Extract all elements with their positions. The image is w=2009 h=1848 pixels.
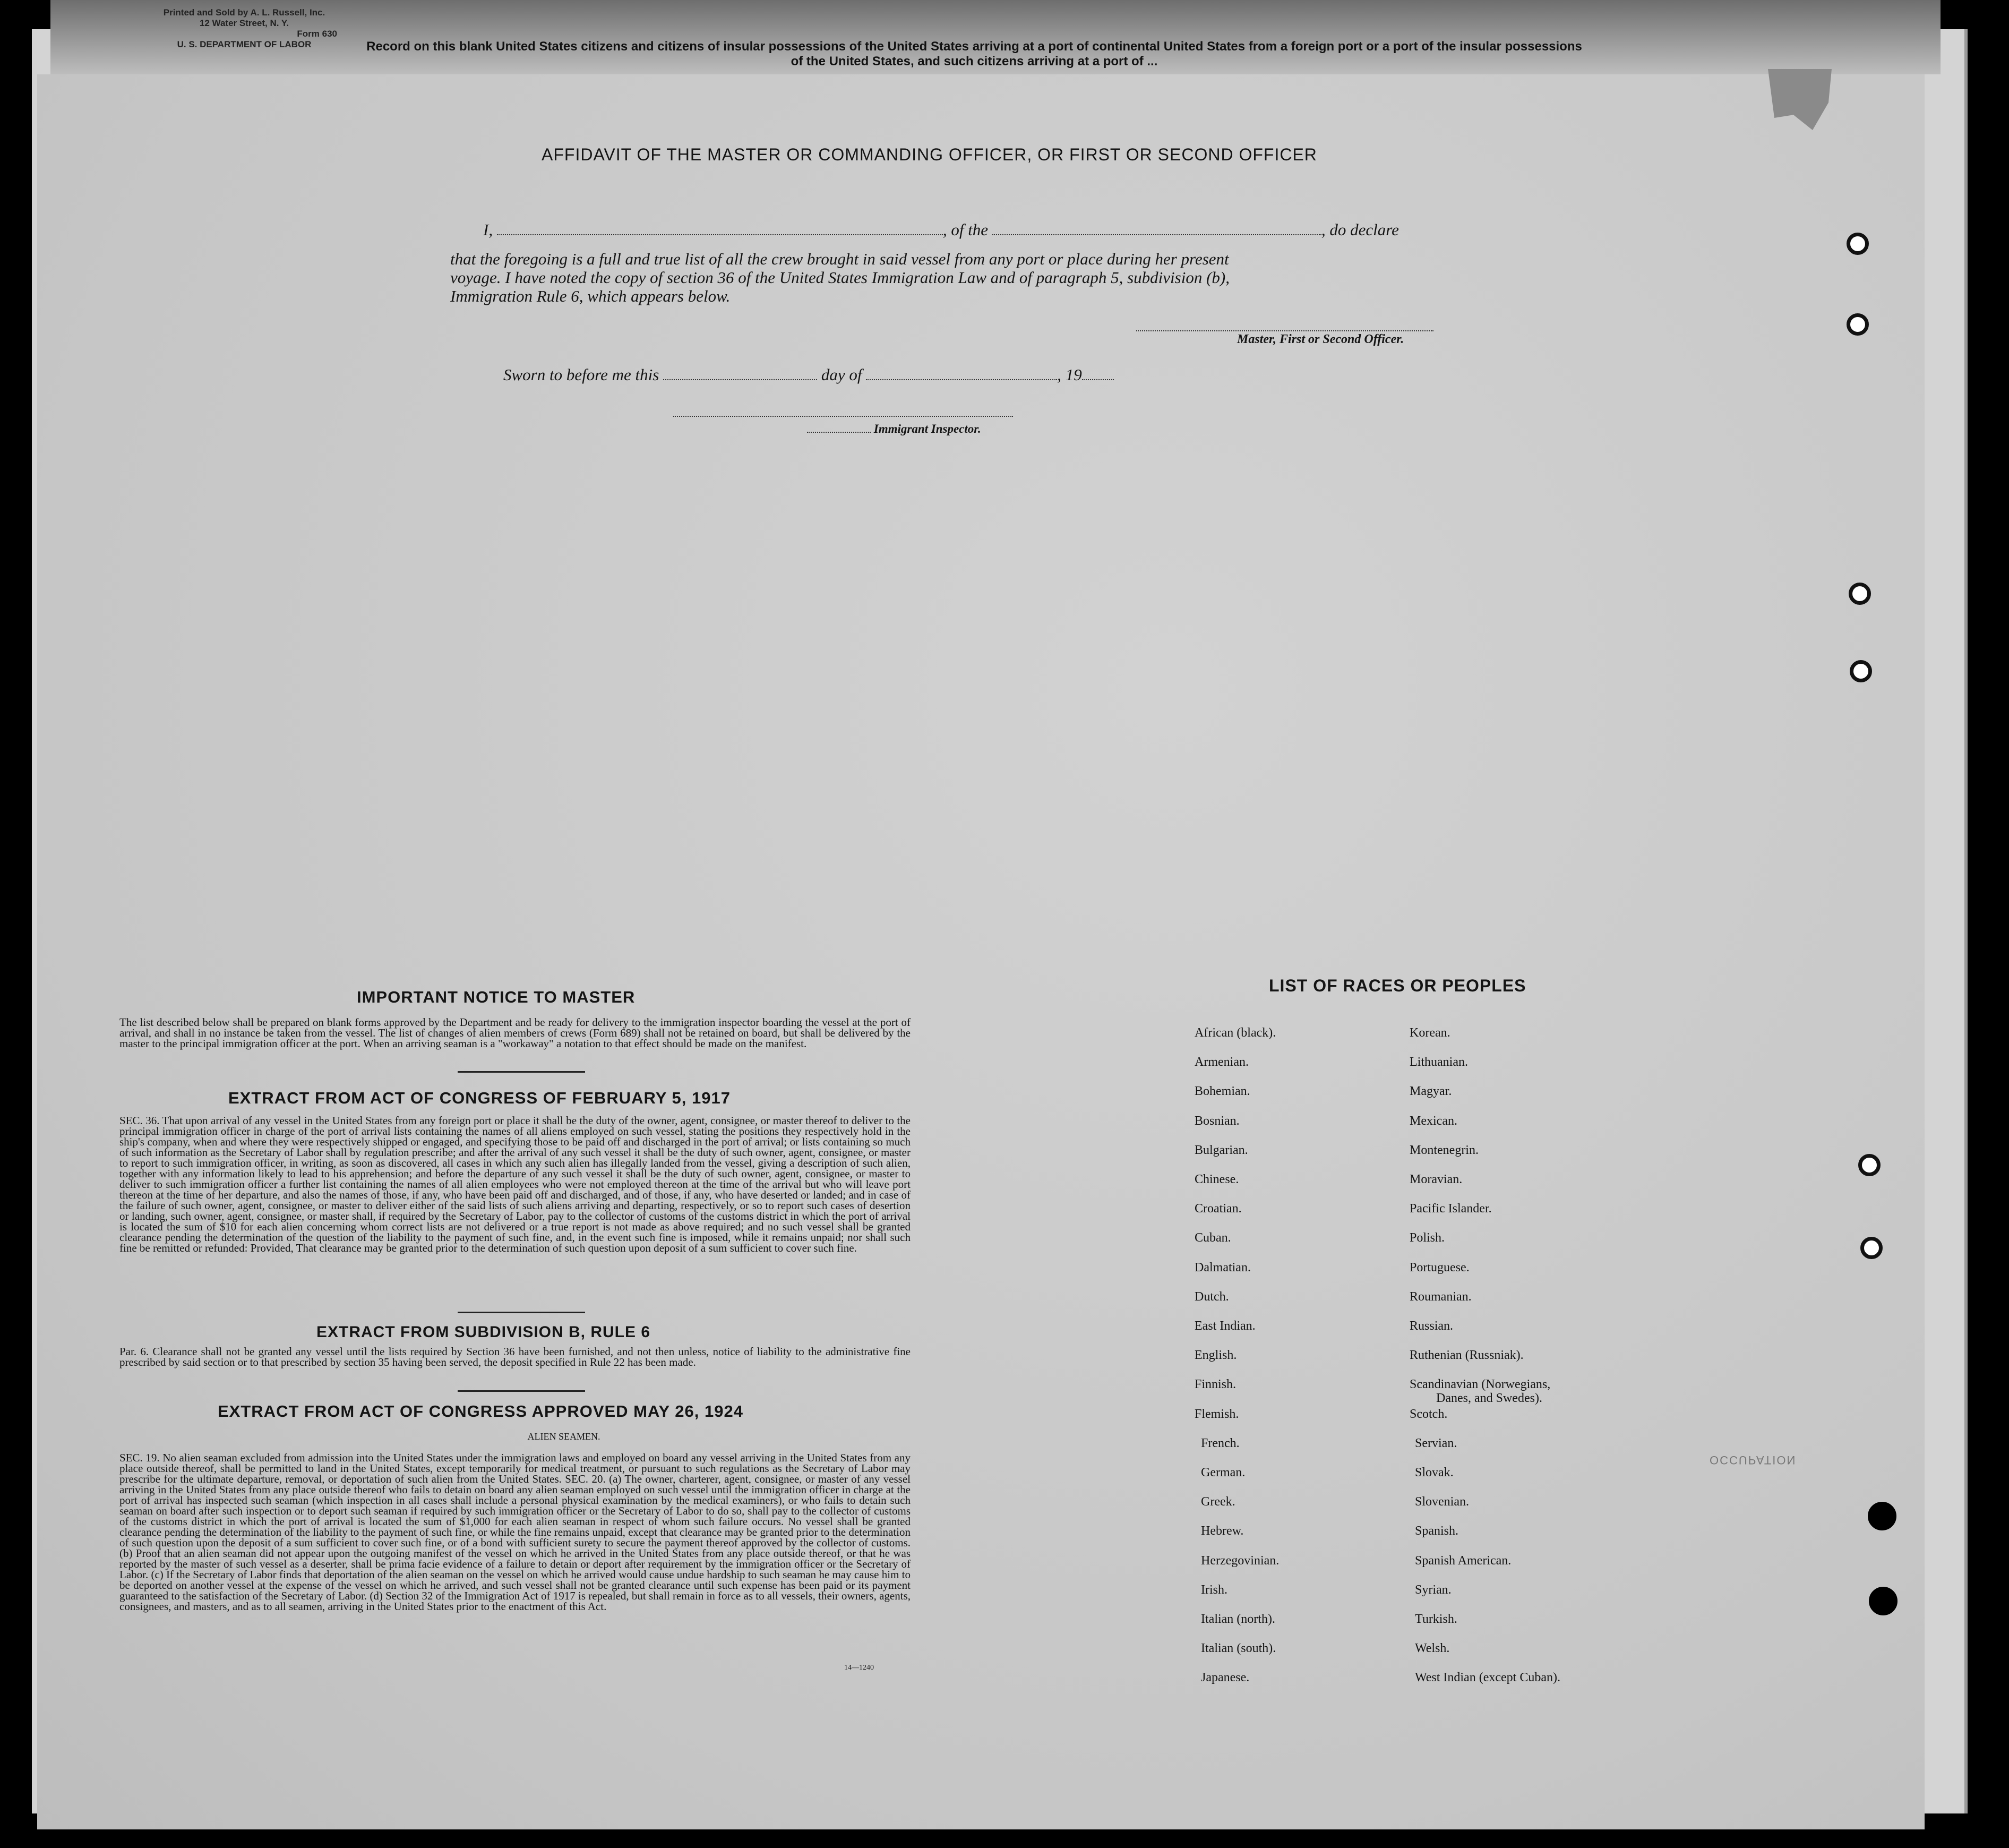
extract-1924-subtitle: ALIEN SEAMEN. xyxy=(527,1431,600,1442)
notice-title: IMPORTANT NOTICE TO MASTER xyxy=(357,988,636,1006)
affidavit-text-line4: Immigration Rule 6, which appears below. xyxy=(450,287,731,305)
inspector-signature-line[interactable] xyxy=(673,416,1013,417)
punch-hole xyxy=(1869,1587,1898,1615)
affidavit-text-line2: that the foregoing is a full and true list of all the crew brought in said vessel from any port or place during her present xyxy=(450,250,1229,268)
punch-hole xyxy=(1850,660,1872,682)
race-item: Russian. xyxy=(1410,1319,1454,1333)
race-item: Armenian. xyxy=(1195,1055,1249,1069)
race-item: Portuguese. xyxy=(1410,1261,1470,1274)
publisher-imprint: Printed and Sold by A. L. Russell, Inc. 12 Water Street, N. Y. Form 630 U. S. DEPARTMENT OF LABOR xyxy=(119,7,369,50)
department-name: U. S. DEPARTMENT OF LABOR xyxy=(177,39,312,49)
punch-hole xyxy=(1860,1237,1883,1259)
sworn-month-blank[interactable] xyxy=(866,366,1057,380)
race-item: Slovak. xyxy=(1415,1466,1454,1479)
punch-hole xyxy=(1849,583,1871,605)
race-item: Japanese. xyxy=(1201,1671,1250,1684)
form-reference: 14—1240 xyxy=(844,1664,874,1672)
punch-hole xyxy=(1847,313,1869,336)
race-item: Flemish. xyxy=(1195,1407,1239,1421)
divider xyxy=(458,1312,585,1313)
sworn-year-blank[interactable] xyxy=(1082,366,1114,380)
race-item: Ruthenian (Russniak). xyxy=(1410,1348,1524,1362)
race-item: Dalmatian. xyxy=(1195,1261,1251,1274)
race-item: Syrian. xyxy=(1415,1583,1452,1597)
race-item: Spanish American. xyxy=(1415,1554,1512,1568)
race-item: English. xyxy=(1195,1348,1237,1362)
race-item: Moravian. xyxy=(1410,1173,1463,1186)
punch-hole xyxy=(1858,1154,1881,1176)
race-item: Italian (south). xyxy=(1201,1641,1276,1655)
master-signature-line[interactable] xyxy=(1136,330,1433,331)
race-item: Scotch. xyxy=(1410,1407,1448,1421)
affidavit-declaration-line: I, , of the , do declare xyxy=(483,220,1399,239)
race-item: Croatian. xyxy=(1195,1202,1242,1216)
race-item: Polish. xyxy=(1410,1231,1445,1245)
race-item: West Indian (except Cuban). xyxy=(1415,1671,1560,1684)
race-item: Chinese. xyxy=(1195,1173,1239,1186)
sworn-line: Sworn to before me this day of , 19 xyxy=(503,365,1114,384)
race-item: Welsh. xyxy=(1415,1641,1450,1655)
race-item: Finnish. xyxy=(1195,1378,1237,1391)
race-item: Bulgarian. xyxy=(1195,1143,1248,1157)
vessel-blank[interactable] xyxy=(992,221,1321,235)
race-item: Bohemian. xyxy=(1195,1084,1250,1098)
race-item: Danes, and Swedes). xyxy=(1436,1391,1542,1405)
name-blank[interactable] xyxy=(497,221,943,235)
inspector-signature-label: Immigrant Inspector. xyxy=(807,422,981,436)
extract-1917-text: SEC. 36. That upon arrival of any vessel in the United States from any foreign port or place it shall be the duty of the owner, agent, consignee, or master thereof to deliver to the principal immigration officer in charge of the port of arrival lists containing the names of all aliens employed on such vessel, stating the positions they respectively hold in the ship's company, when and where they were respectively shipped or engaged, and specifying those to be paid off and discharged in the port of arrival; or lists containing so much of such information as the Secretary of Labor shall by regulation prescribe; and after the arrival of any such vessel it shall be the duty of such owner, agent, consignee, or master to report to such immigration officer, in writing, as soon as discovered, all cases in which any such alien has illegally landed from the vessel, giving a description of such alien, together with any information likely to lead to his apprehension; and before the departure of any such vessel it shall be the duty of such owner, agent, consignee, or master to deliver to such immigration officer a further list containing the names of all alien employees who were not employed thereon at the time of the arrival but who will leave port thereon at the time of her departure, and also the names of those, if any, who have been paid off and discharged, and of those, if any, who have deserted or landed; and in case of the failure of such owner, agent, consignee, or master to deliver either of the said lists of such aliens arriving and departing, respectively, or so to report such cases of desertion or landing, such owner, agent, consignee, or master shall, if required by the Secretary of Labor, pay to the collector of customs of the customs district in which the port of arrival is located the sum of $10 for each alien concerning whom correct lists are not delivered or a true report is not made as above required; and no such vessel shall be granted clearance pending the determination of the question of the liability to the payment of such fine, and, in the event such fine is imposed, while it remains unpaid; nor shall such fine be remitted or refunded: Provided, That clearance may be granted prior to the determination of such question upon deposit of a sum sufficient to cover such fine. xyxy=(119,1114,911,1254)
notice-text: The list described below shall be prepared on blank forms approved by the Department and be ready for delivery to the immigration inspector boarding the vessel at the port of arrival, and shall in no instance be taken from the vessel. The list of changes of alien members of crews (Form 689) shall not be retained on board, but shall be delivered by the master to the principal immigration officer at the port. When an arriving seaman is a "workaway" a notation to that effect should be made on the manifest. xyxy=(119,1016,911,1050)
race-item: Cuban. xyxy=(1195,1231,1231,1245)
extract-1924-title: EXTRACT FROM ACT OF CONGRESS APPROVED MAY 26, 1924 xyxy=(218,1402,743,1421)
race-item: African (black). xyxy=(1195,1026,1276,1040)
divider xyxy=(458,1071,585,1073)
race-item: East Indian. xyxy=(1195,1319,1256,1333)
race-item: Slovenian. xyxy=(1415,1495,1469,1509)
rule6-text: Par. 6. Clearance shall not be granted any vessel until the lists required by Section 36 have been furnished, and not then unless, notice of liability to the administrative fine prescribed by said section or to that prescribed by section 35 having been served, the deposit specified in Rule 22 has been made. xyxy=(119,1345,911,1368)
extract-1924-text: SEC. 19. No alien seaman excluded from admission into the United States under the immigration laws and employed on board any vessel arriving in the United States from any place outside thereof, shall be permitted to land in the United States, except temporarily for medical treatment, or pursuant to such regulations as the Secretary of Labor may prescribe for the ultimate departure, removal, or deportation of such alien from the United States. SEC. 20. (a) The owner, charterer, agent, consignee, or master of any vessel arriving in the United States from any place outside thereof who fails to detain on board any alien seaman employed on such vessel until the immigration officer in charge at the port of arrival has inspected such seaman (which inspection in all cases shall include a personal physical examination by the medical examiners), or who fails to detain such seaman on board after such inspection or to deport such seaman if required by such immigration officer or the Secretary of Labor to do so, shall pay to the collector of customs of the customs district in which the port of arrival is located the sum of $1,000 for each alien seaman in respect of whom such failure occurs. No vessel shall be granted clearance pending the determination of the liability to the payment of such fine, or while the fine remains unpaid, except that clearance may be granted prior to the determination of such question upon the deposit of a sum sufficient to cover such fine, or of a bond with sufficient surety to secure the payment thereof approved by the collector of customs. (b) Proof that an alien seaman did not appear upon the outgoing manifest of the vessel on which he arrived in the United States from any place outside thereof, or that he was reported by the master of such vessel as a deserter, shall be prima facie evidence of a failure to detain or deport after requirement by the immigration officer or the Secretary of Labor. (c) If the Secretary of Labor finds that deportation of the alien seaman on the vessel on which he arrived would cause undue hardship to such seaman he may cause him to be deported on another vessel at the expense of the vessel on which he arrived, and such vessel shall not be granted clearance until such expense has been paid or its payment guaranteed to the satisfaction of the Secretary of Labor. (d) Section 32 of the Immigration Act of 1917 is repealed, but shall remain in force as to all vessels, their owners, agents, consignees, and masters, and as to all seamen, arriving in the United States prior to the enactment of this Act. xyxy=(119,1451,911,1613)
race-item: Magyar. xyxy=(1410,1084,1452,1098)
race-item: Dutch. xyxy=(1195,1290,1229,1304)
rule6-title: EXTRACT FROM SUBDIVISION B, RULE 6 xyxy=(316,1323,651,1341)
race-item: Spanish. xyxy=(1415,1524,1459,1538)
punch-hole xyxy=(1868,1502,1896,1530)
race-item: Servian. xyxy=(1415,1436,1457,1450)
race-item: Herzegovinian. xyxy=(1201,1554,1280,1568)
race-item: Bosnian. xyxy=(1195,1114,1240,1128)
races-list-title: LIST OF RACES OR PEOPLES xyxy=(1269,976,1526,995)
race-item: German. xyxy=(1201,1466,1246,1479)
race-item: Pacific Islander. xyxy=(1410,1202,1492,1216)
race-item: Roumanian. xyxy=(1410,1290,1472,1304)
race-item: French. xyxy=(1201,1436,1240,1450)
faded-stamp: OCCUPATION xyxy=(1710,1453,1797,1467)
race-item: Italian (north). xyxy=(1201,1612,1275,1626)
race-item: Turkish. xyxy=(1415,1612,1457,1626)
race-item: Korean. xyxy=(1410,1026,1450,1040)
race-item: Greek. xyxy=(1201,1495,1235,1509)
master-signature-label: Master, First or Second Officer. xyxy=(1237,332,1404,346)
affidavit-text-line3: voyage. I have noted the copy of section 36 of the United States Immigration Law and of paragraph 5, subdivision (b), xyxy=(450,268,1230,287)
record-note: Record on this blank United States citizens and citizens of insular possessions of the United States arriving at a port of continental United States from a foreign port or a port of the insular possessions of the United States, and such citizens arriving at a port of ... xyxy=(366,39,1582,69)
race-item: Montenegrin. xyxy=(1410,1143,1479,1157)
race-item: Lithuanian. xyxy=(1410,1055,1468,1069)
affidavit-title: AFFIDAVIT OF THE MASTER OR COMMANDING OFFICER, OR FIRST OR SECOND OFFICER xyxy=(542,145,1317,164)
form-number: Form 630 xyxy=(297,29,337,39)
race-item: Scandinavian (Norwegians, xyxy=(1410,1378,1551,1391)
sworn-day-blank[interactable] xyxy=(663,366,817,380)
punch-hole xyxy=(1847,233,1869,255)
race-item: Mexican. xyxy=(1410,1114,1457,1128)
race-item: Hebrew. xyxy=(1201,1524,1244,1538)
extract-1917-title: EXTRACT FROM ACT OF CONGRESS OF FEBRUARY 5, 1917 xyxy=(228,1089,731,1107)
race-item: Irish. xyxy=(1201,1583,1227,1597)
divider xyxy=(458,1390,585,1392)
